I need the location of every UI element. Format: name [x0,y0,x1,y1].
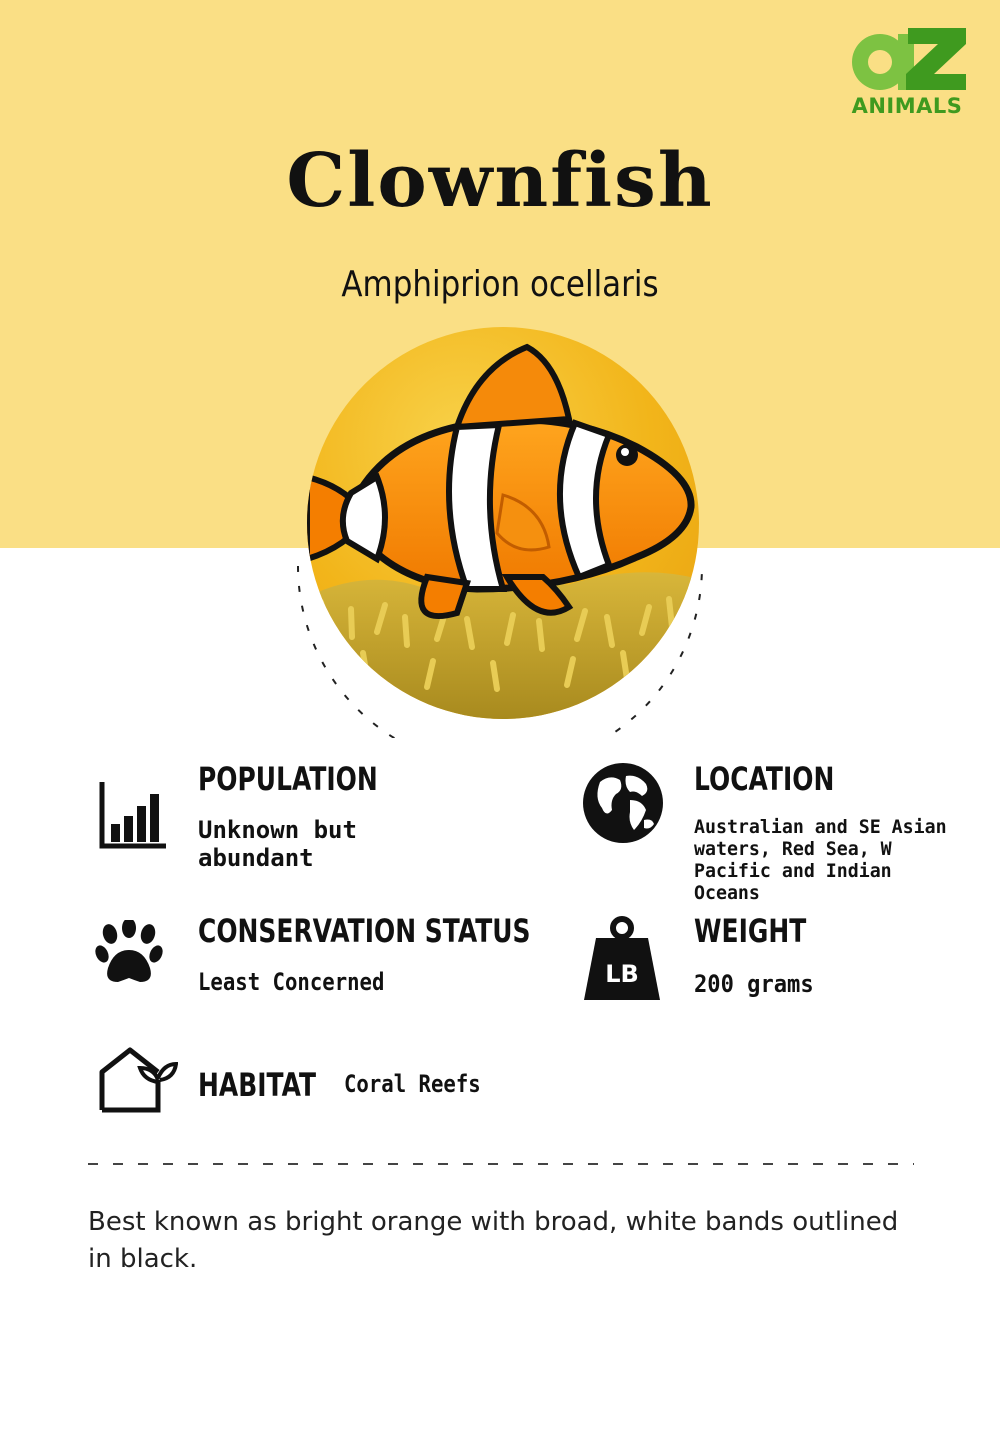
description: Best known as bright orange with broad, white bands outlined in black. [88,1207,899,1274]
weight-value: 200 grams [694,970,814,998]
weight-label: WEIGHT [694,912,807,950]
weight-icon [582,916,662,1002]
habitat-value: Coral Reefs [344,1070,481,1098]
page-title: Clownfish [286,138,714,224]
location-value: Australian and SE Asian waters, Red Sea, W Pacific and Indian Oceans [694,816,947,904]
weight-icon-text: LB [605,960,639,988]
location-label: LOCATION [694,760,835,798]
dashed-divider [88,1163,914,1165]
conservation-label: CONSERVATION STATUS [198,912,531,950]
paw-icon [94,920,164,990]
house-plant-icon [98,1046,178,1114]
clownfish-photo [307,327,699,719]
az-animals-logo[interactable] [838,22,970,118]
scientific-name: Amphiprion ocellaris [341,264,659,305]
logo-letters [846,22,970,92]
habitat-label: HABITAT [198,1066,317,1104]
bar-chart-icon [98,780,168,850]
globe-icon [580,760,666,846]
logo-word: ANIMALS [851,94,963,118]
conservation-value: Least Concerned [198,968,385,996]
population-value: Unknown but abundant [198,816,357,872]
population-label: POPULATION [198,760,378,798]
